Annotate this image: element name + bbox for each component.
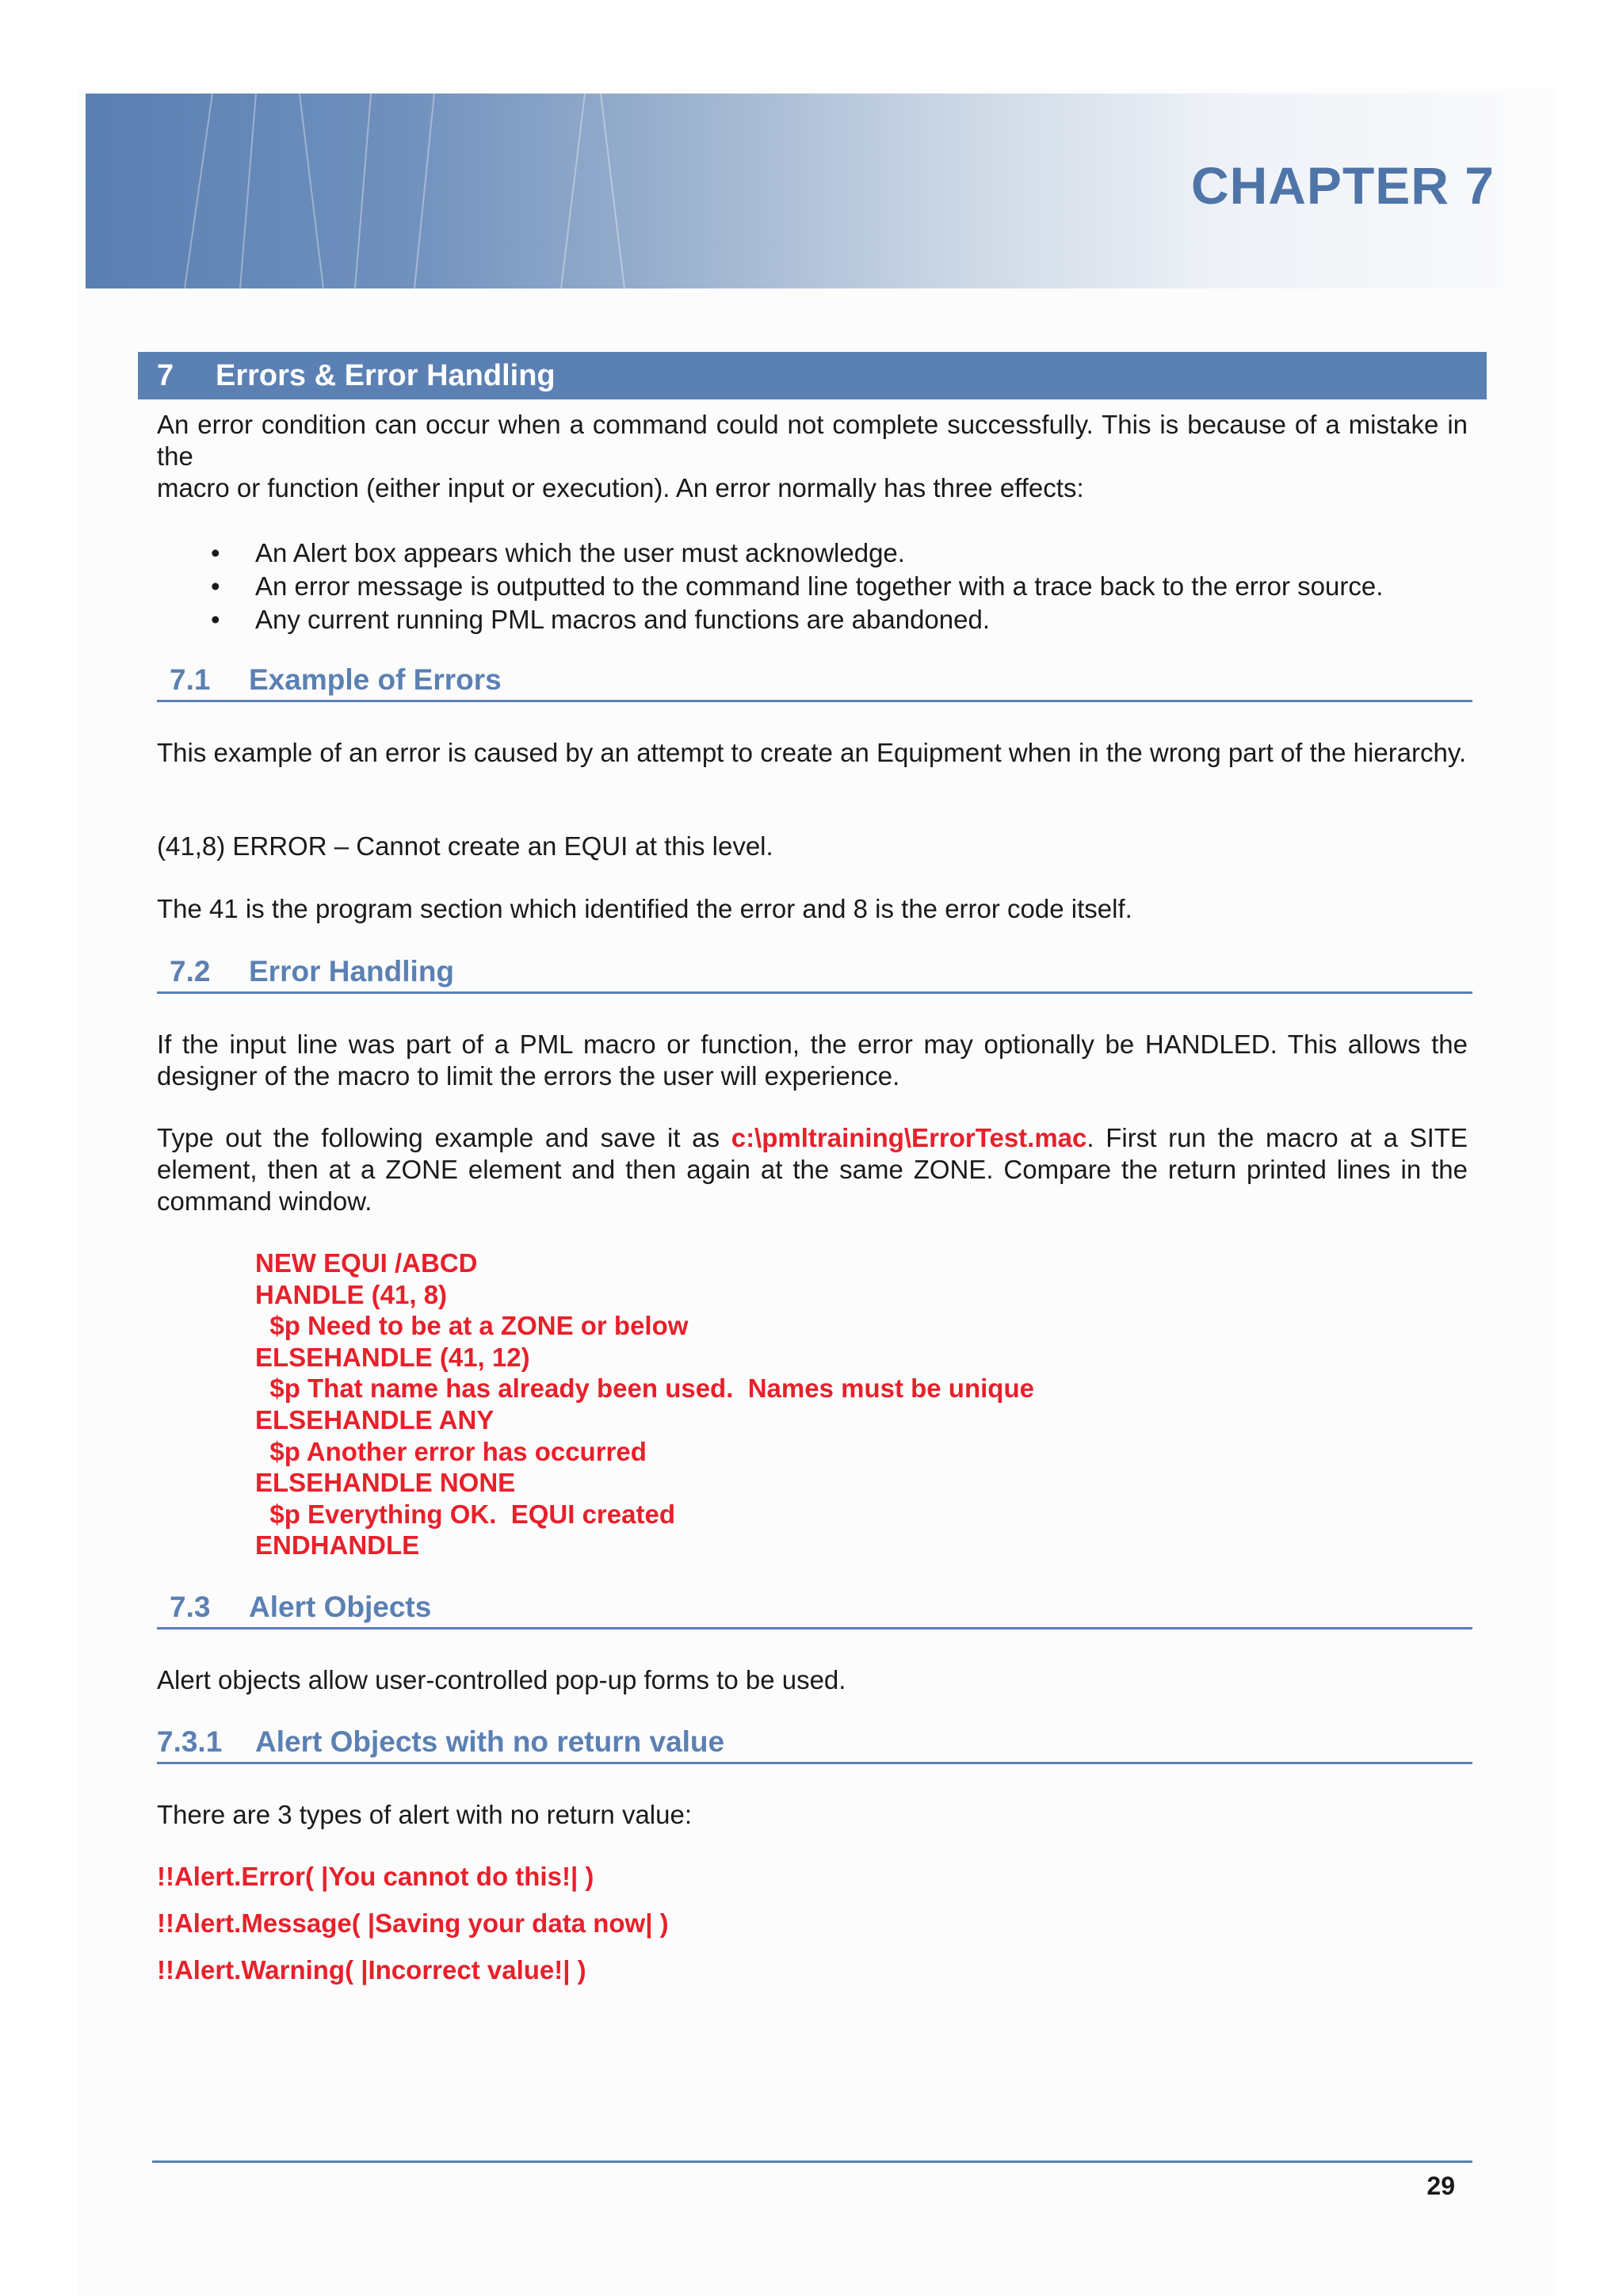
code-line: $p Another error has occurred (255, 1436, 647, 1466)
chapter-title: CHAPTER 7 (1190, 156, 1495, 215)
section-heading-bar (138, 352, 1487, 399)
s72-paragraph-2-start: Type out the following example and save it as (157, 1123, 731, 1152)
code-block (255, 1247, 1365, 1561)
subsection-heading-7-2 (157, 955, 1472, 994)
subsection-heading-7-3-1 (157, 1725, 1472, 1764)
s731-paragraph-1: There are 3 types of alert with no return value: (157, 1800, 693, 1829)
list-item (157, 537, 1472, 570)
subsection-title: Alert Objects with no return value (255, 1725, 725, 1758)
footer-divider (152, 2160, 1472, 2163)
code-line: $p Need to be at a ZONE or below (255, 1311, 689, 1341)
bullet-icon: • (211, 605, 220, 634)
alert-error-example: !!Alert.Error( |You cannot do this!| ) (157, 1862, 594, 1891)
chapter-banner (86, 94, 1504, 288)
subsection-title: Error Handling (249, 955, 455, 988)
subsection-number: 7.3.1 (157, 1725, 223, 1758)
bullet-icon: • (211, 538, 220, 567)
list-item-text: Any current running PML macros and functions are abandoned. (255, 605, 990, 634)
code-line: ELSEHANDLE (41, 12) (255, 1342, 530, 1372)
code-line: $p Everything OK. EQUI created (255, 1499, 675, 1529)
list-item (157, 570, 1472, 603)
subsection-number: 7.1 (170, 663, 211, 696)
file-path: c:\pmltraining\ErrorTest.mac (731, 1123, 1087, 1152)
section-number: 7 (157, 358, 174, 392)
subsection-title: Alert Objects (249, 1591, 432, 1623)
subsection-heading-7-1 (157, 663, 1472, 702)
s73-paragraph-1: Alert objects allow user-controlled pop-up forms to be used. (157, 1665, 846, 1694)
page-number: 29 (1426, 2172, 1455, 2200)
s71-error-example: (41,8) ERROR – Cannot create an EQUI at this level. (157, 831, 773, 861)
subsection-number: 7.2 (170, 955, 211, 988)
intro-line-2: macro or function (either input or execution). An error normally has three effects: (157, 473, 1084, 502)
subsection-title: Example of Errors (249, 663, 502, 696)
s72-paragraph-2-end: . First run the macro at a SITE element, then at a ZONE element and then again at the same ZONE. Compare the return printed lines in the command window. (157, 1123, 1468, 1216)
subsection-number: 7.3 (170, 1591, 211, 1623)
code-line: ELSEHANDLE ANY (255, 1404, 495, 1435)
code-line: NEW EQUI /ABCD (255, 1248, 478, 1278)
alert-warning-example: !!Alert.Warning( |Incorrect value!| ) (157, 1955, 586, 1985)
list-item-text: An error message is outputted to the command line together with a trace back to the error source. (255, 571, 1384, 601)
s71-paragraph-3: The 41 is the program section which identified the error and 8 is the error code itself. (157, 894, 1132, 923)
code-line: HANDLE (41, 8) (255, 1279, 448, 1309)
s72-paragraph-2 (157, 1122, 1468, 1217)
list-item-text: An Alert box appears which the user must acknowledge. (255, 538, 905, 567)
section-title: Errors & Error Handling (216, 358, 556, 392)
code-line: $p That name has already been used. Names must be unique (255, 1373, 1034, 1404)
bullet-icon: • (211, 571, 220, 601)
subsection-heading-7-3 (157, 1591, 1472, 1629)
code-line: ENDHANDLE (255, 1530, 420, 1561)
s72-paragraph-1: If the input line was part of a PML macro or function, the error may optionally be HANDLED. This allows the designer of the macro to limit the errors the user will experience. (157, 1030, 1468, 1091)
s71-paragraph-1: This example of an error is caused by an attempt to create an Equipment when in the wrong part of the hierarchy. (157, 738, 1467, 767)
list-item (157, 603, 1472, 636)
intro-paragraph (157, 409, 1468, 504)
code-line: ELSEHANDLE NONE (255, 1468, 516, 1498)
alert-message-example: !!Alert.Message( |Saving your data now| ) (157, 1908, 669, 1938)
intro-line-1: An error condition can occur when a command could not complete successfully. This is because of a mistake in the (157, 410, 1468, 471)
effects-list (157, 537, 1472, 636)
